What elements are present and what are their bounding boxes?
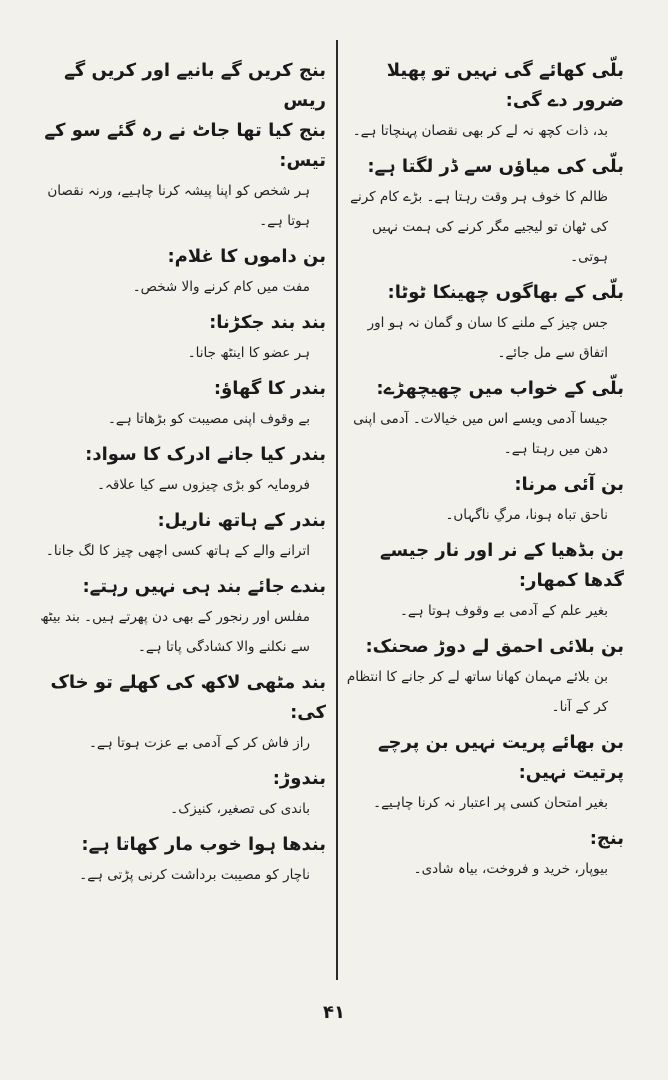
left-column <box>40 56 330 986</box>
entry <box>40 668 326 758</box>
entry <box>40 764 326 824</box>
entry <box>40 242 326 302</box>
entry-definition: ہر عضو کا اینٹھ جانا۔ <box>187 345 310 361</box>
entry-definition: مفت میں کام کرنے والا شخص۔ <box>132 279 310 295</box>
entry-heading: بند مٹھی لاکھ کی کھلے تو خاک کی: <box>50 672 326 723</box>
entry-heading: بلّی کھائے گی نہیں تو پھیلا ضرور دے گی: <box>386 60 624 111</box>
entry-definition: مفلس اور رنجور کے بھی دن پھرتے ہیں۔ بند بیٹھ سے نکلنے والا کشادگی پاتا ہے۔ <box>40 609 310 655</box>
entry-heading: بندوڑ: <box>272 768 326 789</box>
entry-heading: بن آئی مرنا: <box>514 474 624 495</box>
entry-definition: جس چیز کے ملنے کا سان و گمان نہ ہو اور اتفاق سے مل جائے۔ <box>367 315 608 361</box>
entry-definition: بد، ذات کچھ نہ لے کر بھی نقصان پہنچاتا ہے۔ <box>352 123 608 139</box>
entry-heading: بنج کیا تھا جاٹ نے رہ گئے سو کے تیس: <box>44 120 326 171</box>
entry <box>40 308 326 368</box>
entry-heading: بندر کے ہاتھ ناریل: <box>157 510 326 531</box>
entry-definition: ناچار کو مصیبت برداشت کرنی پڑتی ہے۔ <box>79 867 310 883</box>
entry-heading: بندھا ہوا خوب مار کھاتا ہے: <box>81 834 326 855</box>
right-column <box>345 56 630 986</box>
entry-heading: بند بند جکڑنا: <box>209 312 326 333</box>
entry-heading: بن بڈھیا کے نر اور نار جیسے گدھا کمھار: <box>379 540 624 591</box>
entry-definition: بے وقوف اپنی مصیبت کو بڑھاتا ہے۔ <box>108 411 310 427</box>
entry <box>345 152 624 272</box>
entry <box>345 824 624 884</box>
entry <box>40 440 326 500</box>
entry-definition: بیوپار، خرید و فروخت، بیاہ شادی۔ <box>413 861 608 877</box>
entry-heading: بندر کا گھاؤ: <box>213 378 326 399</box>
entry-definition: بغیر علم کے آدمی بے وقوف ہوتا ہے۔ <box>399 603 608 619</box>
entry-definition: بغیر امتحان کسی پر اعتبار نہ کرنا چاہیے۔ <box>373 795 608 811</box>
column-divider <box>336 40 338 980</box>
entry-definition: راز فاش کر کے آدمی بے عزت ہوتا ہے۔ <box>89 735 310 751</box>
entry-definition: فرومایہ کو بڑی چیزوں سے کیا علاقہ۔ <box>97 477 310 493</box>
entry-definition: ناحق تباہ ہونا، مرگِ ناگہاں۔ <box>445 507 608 523</box>
entry-heading: بلّی کی میاؤں سے ڈر لگتا ہے: <box>367 156 624 177</box>
entry <box>40 572 326 662</box>
entry-heading: بندے جائے بند ہی نہیں رہتے: <box>82 576 326 597</box>
entry <box>345 374 624 464</box>
entry-definition: جیسا آدمی ویسے اس میں خیالات۔ آدمی اپنی دھن میں رہتا ہے۔ <box>353 411 608 457</box>
entry-definition: ظالم کا خوف ہر وقت رہتا ہے۔ بڑے کام کرنے کی ٹھان تو لیجیے مگر کرنے کی ہمت نہیں ہوتی۔ <box>350 189 608 265</box>
entry-definition: ہر شخص کو اپنا پیشہ کرنا چاہیے، ورنہ نقصان ہوتا ہے۔ <box>47 183 310 229</box>
entry <box>40 374 326 434</box>
entry-heading: بندر کیا جانے ادرک کا سواد: <box>85 444 326 465</box>
entry <box>345 728 624 818</box>
entry <box>345 632 624 722</box>
entry <box>345 470 624 530</box>
entry-heading: بلّی کے خواب میں چھیچھڑے: <box>376 378 624 399</box>
entry <box>345 56 624 146</box>
entry-heading: بنج کریں گے بانیے اور کریں گے ریس <box>64 60 326 111</box>
page-number: ۴۱ <box>323 1002 345 1023</box>
entry-heading: بنج: <box>589 828 624 849</box>
entry <box>40 116 326 236</box>
entry-heading: بلّی کے بھاگوں چھینکا ٹوٹا: <box>387 282 624 303</box>
entry-heading: بن بھائے پریت نہیں بن پرچے پرتیت نہیں: <box>377 732 624 783</box>
entry <box>40 56 326 116</box>
entry <box>40 830 326 890</box>
entry-heading: بن داموں کا غلام: <box>167 246 326 267</box>
entry-definition: اترانے والے کے ہاتھ کسی اچھی چیز کا لگ جانا۔ <box>45 543 310 559</box>
entry-definition: بن بلائے مہمان کھانا ساتھ لے کر جانے کا انتظام کر کے آنا۔ <box>346 669 608 715</box>
entry <box>40 506 326 566</box>
entry <box>345 278 624 368</box>
entry-heading: بن بلائی احمق لے دوڑ صحنک: <box>365 636 624 657</box>
entry <box>345 536 624 626</box>
entry-definition: باندی کی تصغیر، کنیزک۔ <box>170 801 310 817</box>
